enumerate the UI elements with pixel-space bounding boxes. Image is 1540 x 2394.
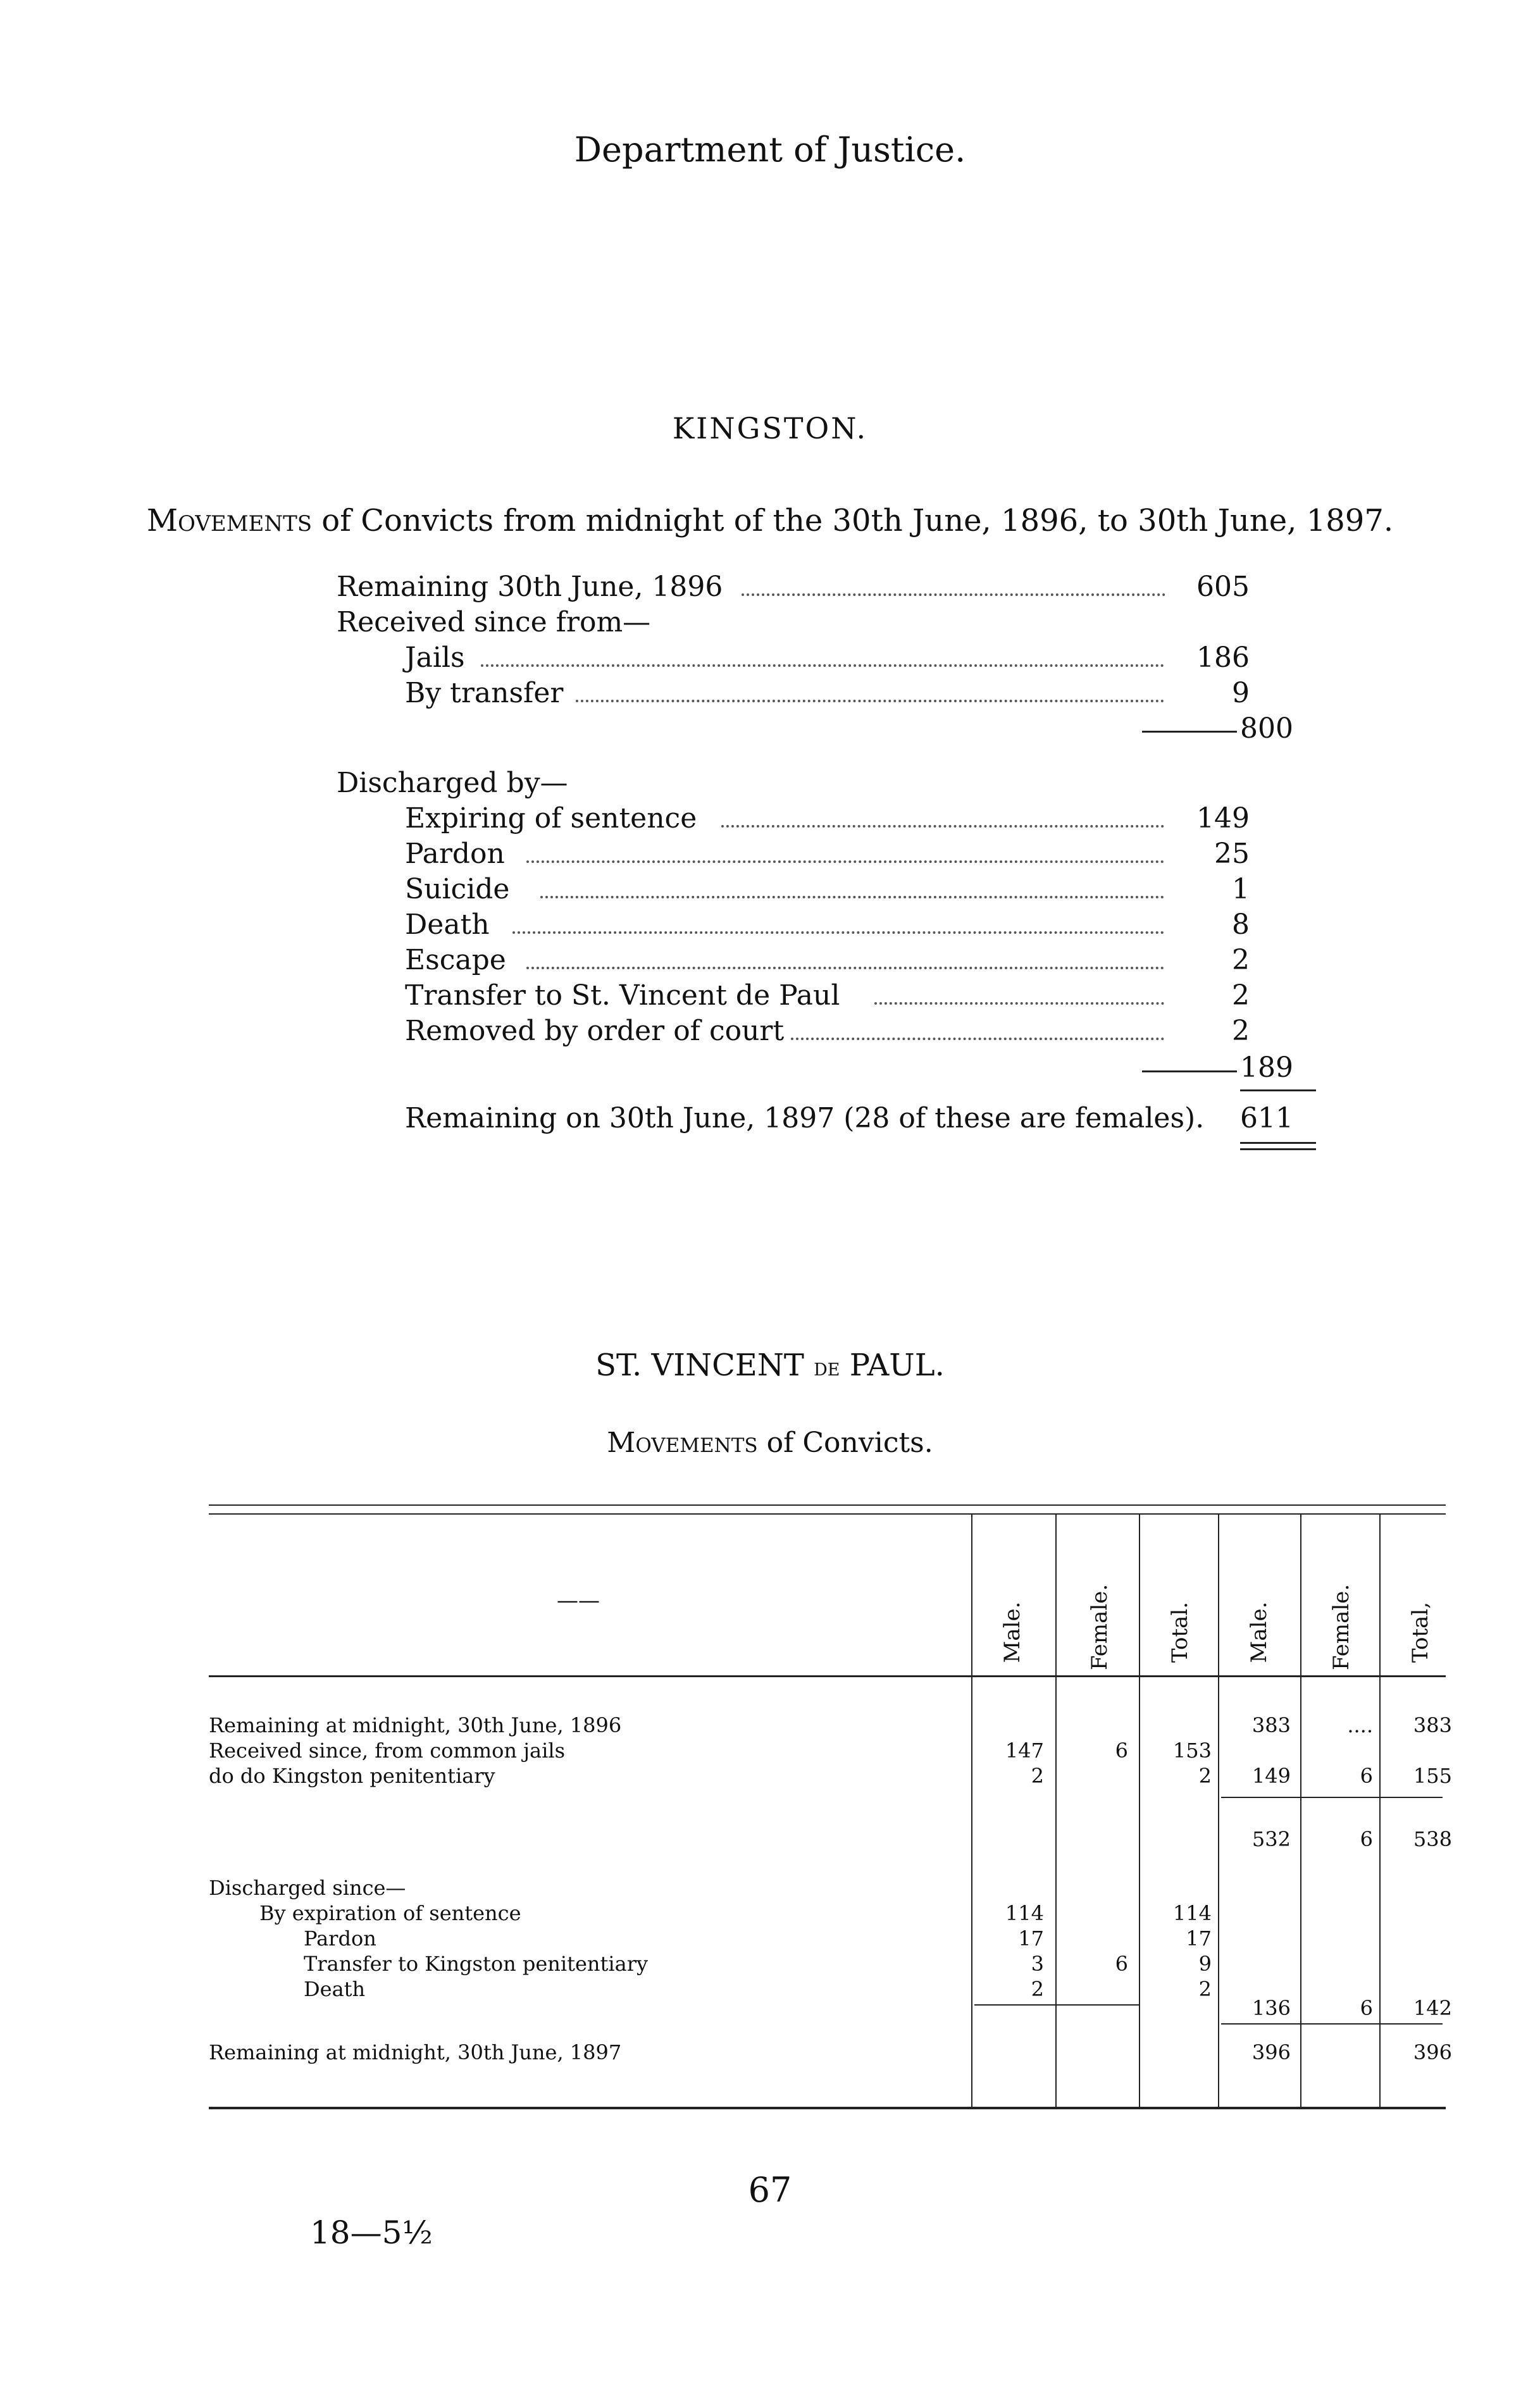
discharge-row-label: By expiration of sentence [259, 1901, 521, 1925]
title-part: PAUL. [840, 1348, 945, 1383]
discharge-label: Pardon [405, 838, 505, 870]
table-cell-m1: 147 [1005, 1739, 1044, 1763]
discharge-total-f2: 6 [1360, 1996, 1373, 2020]
header-male-2: Male. [1246, 1601, 1272, 1663]
table-cell-m2: 149 [1251, 1764, 1291, 1788]
discharge-cell-t1: 2 [1198, 1977, 1212, 2001]
subtotal-m2: 532 [1251, 1827, 1291, 1851]
table-row-label: do do Kingston penitentiary [209, 1764, 495, 1788]
discharge-cell-m1: 3 [1031, 1952, 1044, 1976]
blank-header: —— [557, 1588, 600, 1613]
discharge-cell-t1: 114 [1172, 1901, 1212, 1925]
remaining-start-label: Remaining 30th June, 1896 [337, 571, 723, 603]
leader [791, 1038, 1164, 1040]
leader [512, 931, 1164, 934]
sum-rule [974, 2004, 1139, 2006]
table-cell-f1: 6 [1115, 1739, 1128, 1763]
discharge-label: Removed by order of court [405, 1015, 785, 1047]
column-line [1055, 1513, 1057, 2107]
kingston-title: KINGSTON. [672, 411, 868, 445]
header-male-1: Male. [1000, 1601, 1025, 1663]
transfer-value: 9 [1232, 677, 1250, 709]
subtotal-t2: 538 [1413, 1827, 1452, 1851]
rule [1142, 731, 1237, 733]
discharge-label: Suicide [405, 873, 510, 905]
discharge-value: 149 [1196, 802, 1250, 834]
leader [481, 664, 1164, 667]
discharge-label: Death [405, 909, 490, 941]
discharge-cell-m1: 114 [1005, 1901, 1044, 1925]
sum-rule [1221, 2023, 1443, 2025]
final-t2: 396 [1413, 2040, 1452, 2064]
final-row-label: Remaining at midnight, 30th June, 1897 [209, 2040, 622, 2064]
table-top-rule [209, 1513, 1446, 1515]
discharge-row-label: Pardon [304, 1926, 376, 1951]
discharge-total-m2: 136 [1251, 1996, 1291, 2020]
discharged-total: 189 [1240, 1051, 1293, 1084]
sum-rule [1221, 1797, 1443, 1798]
movements-word: Movements [607, 1427, 758, 1459]
table-cell-f2: 6 [1360, 1764, 1373, 1788]
kingston-subtitle [0, 503, 1540, 538]
discharge-value: 2 [1232, 944, 1250, 976]
leader [526, 860, 1164, 863]
table-bottom-rule [209, 2107, 1446, 2109]
table-row-label: Received since, from common jails [209, 1739, 565, 1763]
table-cell-t1: 2 [1198, 1764, 1212, 1788]
remaining-start-value: 605 [1196, 571, 1250, 603]
discharge-cell-m1: 2 [1031, 1977, 1044, 2001]
discharge-row-label: Death [304, 1977, 366, 2001]
table-cell-m1: 2 [1031, 1764, 1044, 1788]
table-cell-t2: 155 [1413, 1764, 1452, 1788]
discharge-total-t2: 142 [1413, 1996, 1452, 2020]
column-line [1218, 1513, 1219, 2107]
table-top-rule [209, 1504, 1446, 1506]
discharge-cell-f1: 6 [1115, 1952, 1128, 1976]
signature-mark: 18—5½ [310, 2214, 433, 2251]
transfer-label: By transfer [405, 677, 564, 709]
page-header: Department of Justice. [574, 130, 966, 170]
table-row-label: Remaining at midnight, 30th June, 1896 [209, 1713, 622, 1737]
leader [874, 1002, 1164, 1005]
received-total: 800 [1240, 712, 1293, 745]
table-cell-t2: 383 [1413, 1713, 1452, 1737]
discharge-value: 2 [1232, 979, 1250, 1012]
title-part: ST. VINCENT [595, 1348, 814, 1383]
leader [526, 967, 1164, 969]
double-rule [1240, 1142, 1316, 1144]
table-cell-m2: 383 [1251, 1713, 1291, 1737]
subtotal-f2: 6 [1360, 1827, 1373, 1851]
rule [1240, 1089, 1316, 1091]
movements-rest: of Convicts from midnight of the 30th June, 1896, to 30th June, 1897. [312, 503, 1394, 538]
discharge-cell-t1: 9 [1198, 1952, 1212, 1976]
discharge-cell-m1: 17 [1018, 1926, 1044, 1951]
final-m2: 396 [1251, 2040, 1291, 2064]
header-total-2: Total, [1408, 1601, 1433, 1663]
page-number: 67 [748, 2170, 792, 2210]
column-line [1300, 1513, 1301, 2107]
jails-value: 186 [1196, 642, 1250, 674]
header-female-1: Female. [1087, 1584, 1112, 1670]
rule [1142, 1070, 1237, 1072]
movements-rest: of Convicts. [757, 1427, 933, 1459]
header-rule [209, 1675, 1446, 1677]
discharged-since-label: Discharged since— [209, 1876, 406, 1900]
leader [721, 825, 1164, 828]
stvincent-title [0, 1348, 1540, 1383]
discharge-cell-t1: 17 [1186, 1926, 1212, 1951]
stvincent-subtitle [0, 1427, 1540, 1459]
discharge-value: 1 [1232, 873, 1250, 905]
discharge-row-label: Transfer to Kingston penitentiary [304, 1952, 649, 1976]
received-label: Received since from— [337, 606, 651, 638]
header-female-2: Female. [1329, 1584, 1354, 1670]
leader [576, 700, 1164, 702]
column-line [1379, 1513, 1381, 2107]
discharge-value: 8 [1232, 909, 1250, 941]
double-rule [1240, 1148, 1316, 1150]
jails-label: Jails [405, 642, 465, 674]
leader [540, 896, 1164, 898]
column-line [1139, 1513, 1140, 2107]
header-total-1: Total. [1167, 1601, 1193, 1663]
discharge-label: Transfer to St. Vincent de Paul [405, 979, 840, 1012]
column-line [971, 1513, 972, 2107]
remaining-end-value: 611 [1240, 1102, 1293, 1134]
movements-word: Movements [146, 503, 313, 538]
discharge-value: 2 [1232, 1015, 1250, 1047]
leader [742, 593, 1165, 596]
table-cell-t1: 153 [1172, 1739, 1212, 1763]
discharge-label: Expiring of sentence [405, 802, 697, 834]
discharged-label: Discharged by— [337, 767, 568, 799]
remaining-end-label: Remaining on 30th June, 1897 (28 of these are females). [405, 1102, 1205, 1134]
remaining-start-row [337, 569, 1286, 605]
discharge-label: Escape [405, 944, 506, 976]
table-cell-f2: .... [1347, 1713, 1373, 1737]
discharge-value: 25 [1214, 838, 1250, 870]
title-de: de [814, 1353, 840, 1381]
